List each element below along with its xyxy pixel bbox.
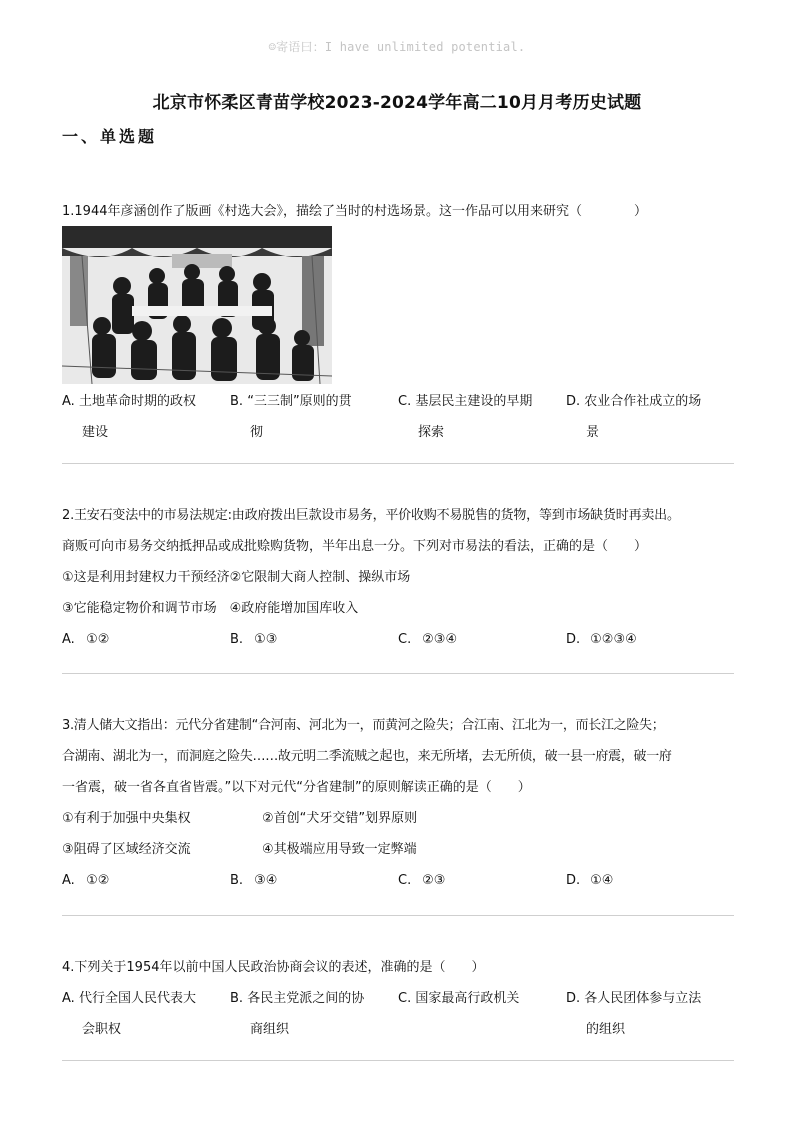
option-c-text: 基层民主建设的早期 — [415, 394, 533, 409]
option-d-text: ①④ — [590, 873, 614, 888]
option-a-label: A. — [62, 873, 75, 888]
option-c-text-cont: 探索 — [418, 425, 445, 440]
option-a-text: 代行全国人民代表大 — [78, 991, 196, 1006]
option-a-text: ①② — [86, 632, 110, 647]
option-c[interactable] — [398, 865, 445, 896]
question-3-stem-line-2: 合湖南、湖北为一，而洞庭之险失……故元明二季流贼之起也，来无所堵，去无所侦，破一县一府震，破一府 — [62, 749, 672, 764]
option-d-text-cont: 的组织 — [586, 1022, 626, 1037]
option-c-label: C. — [398, 632, 412, 647]
option-d[interactable] — [566, 865, 613, 896]
question-2-statement-line-2: ③它能稳定物价和调节市场 ④政府能增加国库收入 — [62, 601, 359, 616]
option-a-label: A. — [62, 991, 75, 1006]
option-b-label: B. — [230, 991, 244, 1006]
option-c-label: C. — [398, 394, 412, 409]
question-2 — [62, 500, 734, 655]
question-2-stem-line-1: 2.王安石变法中的市易法规定:由政府拨出巨款设市易务，平价收购不易脱售的货物，等到市场缺货时再卖出。 — [62, 508, 680, 523]
question-2-stem-line-2: 商贩可向市易务交纳抵押品或成批赊购货物，半年出息一分。下列对市易法的看法，正确的是（ ） — [62, 539, 648, 554]
option-b-label: B. — [230, 394, 244, 409]
option-d-label: D. — [566, 394, 581, 409]
option-d[interactable] — [566, 624, 637, 655]
option-b-text: 各民主党派之间的协 — [247, 991, 365, 1006]
statement-3: ③阻碍了区域经济交流 — [62, 842, 191, 857]
question-2-statement-line-1: ①这是利用封建权力干预经济②它限制大商人控制、操纵市场 — [62, 570, 411, 585]
divider — [62, 915, 734, 916]
section-heading: 一、单选题 — [62, 127, 158, 146]
option-b-text: ③④ — [254, 873, 278, 888]
option-d-label: D. — [566, 873, 581, 888]
statement-4: ④其极端应用导致一定弊端 — [262, 842, 417, 857]
option-b[interactable] — [230, 983, 380, 1045]
divider — [62, 1060, 734, 1061]
option-a-text: 土地革命时期的政权 — [78, 394, 196, 409]
option-d[interactable] — [566, 386, 716, 448]
option-d-label: D. — [566, 991, 581, 1006]
watermark-text: ☺寄语曰：I have unlimited potential. — [268, 40, 526, 54]
option-d-text: 各人民团体参与立法 — [584, 991, 702, 1006]
statement-2: ②首创“犬牙交错”划界原则 — [262, 811, 418, 826]
question-1-stem: 1.1944年彦涵创作了版画《村选大会》，描绘了当时的村选场景。这一作品可以用来研究（ ） — [62, 204, 647, 219]
option-b-text: ①③ — [254, 632, 278, 647]
option-d-text: 农业合作社成立的场 — [584, 394, 702, 409]
option-d-label: D. — [566, 632, 581, 647]
page-title: 北京市怀柔区青苗学校2023-2024学年高二10月月考历史试题 — [152, 93, 642, 113]
option-b-text: “三三制”原则的贯 — [247, 394, 352, 409]
option-c[interactable] — [398, 983, 548, 1014]
question-1 — [62, 196, 734, 227]
option-a-label: A. — [62, 394, 75, 409]
option-c-text: 国家最高行政机关 — [415, 991, 520, 1006]
option-c-text: ②③ — [422, 873, 446, 888]
option-d-text: ①②③④ — [590, 632, 637, 647]
option-d-text-cont: 景 — [586, 425, 600, 440]
question-3 — [62, 710, 734, 896]
option-a-label: A. — [62, 632, 75, 647]
option-b[interactable] — [230, 386, 380, 448]
divider — [62, 463, 734, 464]
option-b[interactable] — [230, 865, 277, 896]
option-b-text-cont: 彻 — [250, 425, 264, 440]
question-1-options — [62, 386, 734, 448]
option-a[interactable] — [62, 865, 109, 896]
option-d[interactable] — [566, 983, 716, 1045]
option-a[interactable] — [62, 983, 212, 1045]
question-3-stem-line-1: 3.清人储大文指出：元代分省建制“合河南、河北为一，而黄河之险失；合江南、江北为一，而长江之险失； — [62, 718, 665, 733]
option-c-text: ②③④ — [422, 632, 458, 647]
option-a[interactable] — [62, 386, 212, 448]
option-b-label: B. — [230, 873, 244, 888]
question-4-stem: 4.下列关于1954年以前中国人民政治协商会议的表述，准确的是（ ） — [62, 960, 485, 975]
question-4 — [62, 952, 734, 1045]
option-b-text-cont: 商组织 — [250, 1022, 290, 1037]
option-a-text-cont: 建设 — [82, 425, 109, 440]
option-c-label: C. — [398, 873, 412, 888]
option-c-label: C. — [398, 991, 412, 1006]
question-3-stem-line-3: 一省震，破一省各直省皆震。”以下对元代“分省建制”的原则解读正确的是（ ） — [62, 780, 531, 795]
divider — [62, 673, 734, 674]
option-c[interactable] — [398, 386, 548, 448]
statement-1: ①有利于加强中央集权 — [62, 811, 191, 826]
option-a-text: ①② — [86, 873, 110, 888]
option-c[interactable] — [398, 624, 457, 655]
option-a[interactable] — [62, 624, 109, 655]
option-b-label: B. — [230, 632, 244, 647]
option-a-text-cont: 会职权 — [82, 1022, 122, 1037]
woodcut-print-image — [62, 226, 332, 384]
option-b[interactable] — [230, 624, 277, 655]
